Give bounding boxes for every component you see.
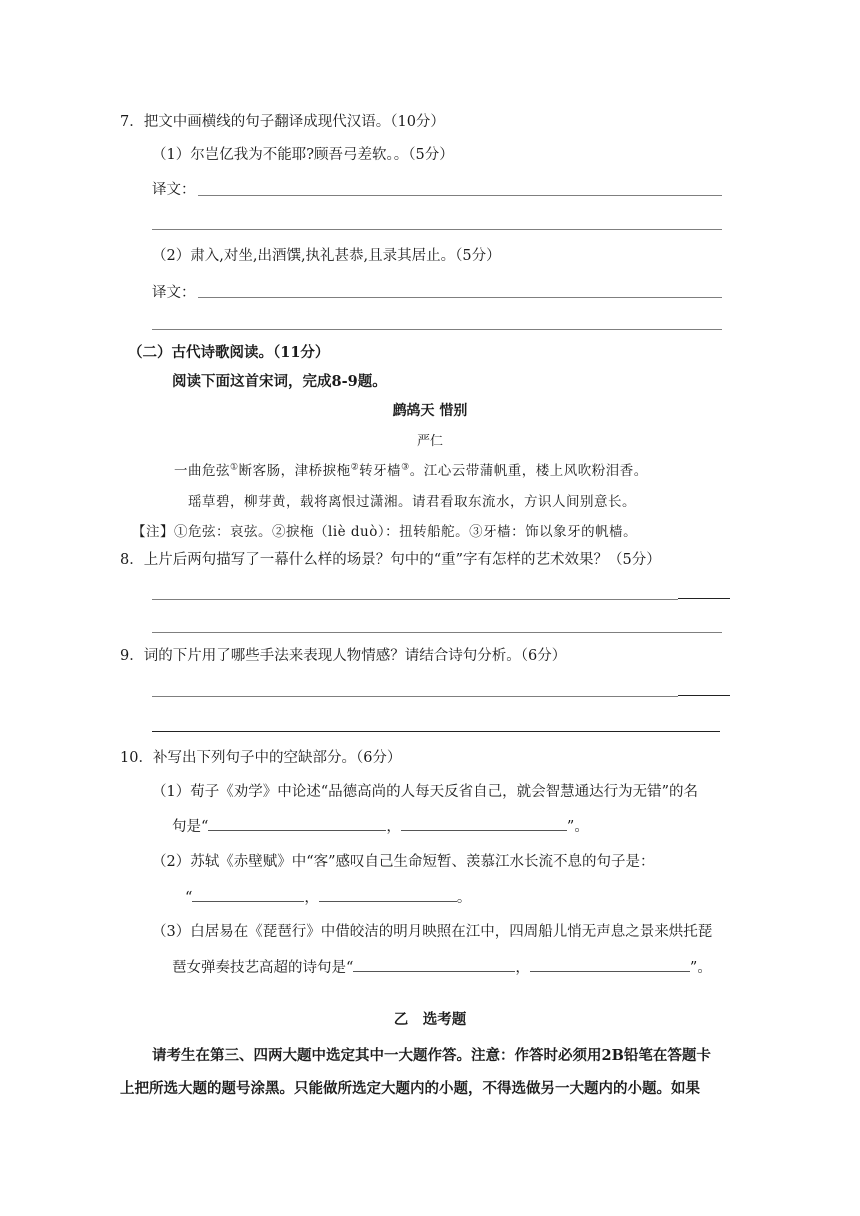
q9-stem: 9．词的下片用了哪些手法来表现人物情感？请结合诗句分析。（6分） (120, 648, 567, 664)
q10-sub3-line1: （3）白居易在《琵琶行》中借皎洁的明月映照在江中，四周船儿悄无声息之景来烘托琵 (152, 924, 713, 940)
fill-blank[interactable] (192, 886, 304, 902)
poem-note: 【注】①危弦：哀弦。②捩柂（liè duò）：扭转船舵。③牙樯：饰以象牙的帆樯。 (132, 524, 638, 540)
q10-sub1-line1: （1）荀子《劝学》中论述“品德高尚的人每天反省自己，就会智慧通达行为无错”的名 (152, 784, 699, 800)
poem-line-2: 瑶草碧，柳芽黄，载将离恨过潇湘。请君看取东流水，方识人间别意长。 (188, 494, 636, 510)
text: ， (515, 960, 530, 976)
part-title: 乙 选考题 (393, 1011, 467, 1028)
q8-stem: 8．上片后两句描写了一幕什么样的场景？句中的“重”字有怎样的艺术效果？（5分） (120, 552, 661, 568)
text: ”。 (566, 819, 589, 835)
poem-text: 。江心云带蒲帆重，楼上风吹粉泪香。 (409, 463, 648, 479)
poem-text: 转牙樯 (359, 463, 402, 479)
text: “ (185, 890, 193, 906)
answer-line[interactable] (678, 695, 730, 696)
section-instruction: 阅读下面这首宋词，完成8-9题。 (172, 373, 387, 390)
footnote-marker: ③ (401, 462, 410, 473)
q7-stem: 7．把文中画横线的句子翻译成现代汉语。（10分） (120, 114, 445, 130)
q10-sub2-line2 (185, 886, 471, 908)
fill-blank[interactable] (319, 886, 457, 902)
poem-text: 一曲危弦 (174, 463, 230, 479)
section-heading: （二）古代诗歌阅读。（11分） (128, 344, 330, 361)
fill-blank[interactable] (530, 956, 690, 972)
poem-title: 鹧鸪天 惜别 (392, 403, 468, 419)
q7-sub2: （2）肃入,对坐,出酒馔,执礼甚恭,且录其居止。（5分） (152, 248, 501, 264)
q10-sub3-line2 (172, 956, 712, 978)
answer-line[interactable] (152, 632, 722, 633)
text: 琶女弹奏技艺高超的诗句是“ (172, 960, 354, 976)
fill-blank[interactable] (401, 815, 567, 831)
answer-line[interactable] (198, 195, 722, 196)
footnote-marker: ② (350, 462, 360, 473)
q7-sub1: （1）尔岂亿我为不能耶?顾吾弓差软。。（5分） (152, 147, 454, 163)
q7-sub1-label: 译文： (152, 182, 196, 198)
answer-line[interactable] (152, 329, 722, 330)
text: ， (304, 890, 319, 906)
q10-sub2-line1: （2）苏轼《赤壁赋》中“客”感叹自己生命短暂、羡慕江水长流不息的句子是： (152, 854, 655, 870)
poem-author: 严仁 (416, 434, 443, 449)
fill-blank[interactable] (353, 956, 515, 972)
text: 句是“ (172, 819, 209, 835)
text: 。 (456, 890, 472, 906)
answer-line[interactable] (152, 229, 722, 230)
answer-line[interactable] (152, 696, 678, 697)
footnote-marker: ① (230, 462, 239, 473)
poem-text: 断客肠，津桥捩柂 (238, 463, 351, 479)
fill-blank[interactable] (208, 815, 386, 831)
answer-line[interactable] (152, 599, 678, 600)
q7-sub2-label: 译文： (152, 285, 196, 301)
text: ， (386, 819, 401, 835)
q10-sub1-line2 (172, 815, 589, 837)
answer-line[interactable] (152, 731, 720, 732)
answer-line[interactable] (198, 297, 722, 298)
text: ”。 (689, 960, 712, 976)
q10-stem: 10．补写出下列句子中的空缺部分。（6分） (120, 750, 402, 766)
part-paragraph-line2: 上把所选大题的题号涂黑。只能做所选定大题内的小题，不得选做另一大题内的小题。如果 (120, 1080, 700, 1097)
part-paragraph-line1: 请考生在第三、四两大题中选定其中一大题作答。注意：作答时必须用2B铅笔在答题卡 (152, 1047, 711, 1064)
poem-line-1 (174, 459, 648, 479)
answer-line[interactable] (678, 598, 730, 599)
